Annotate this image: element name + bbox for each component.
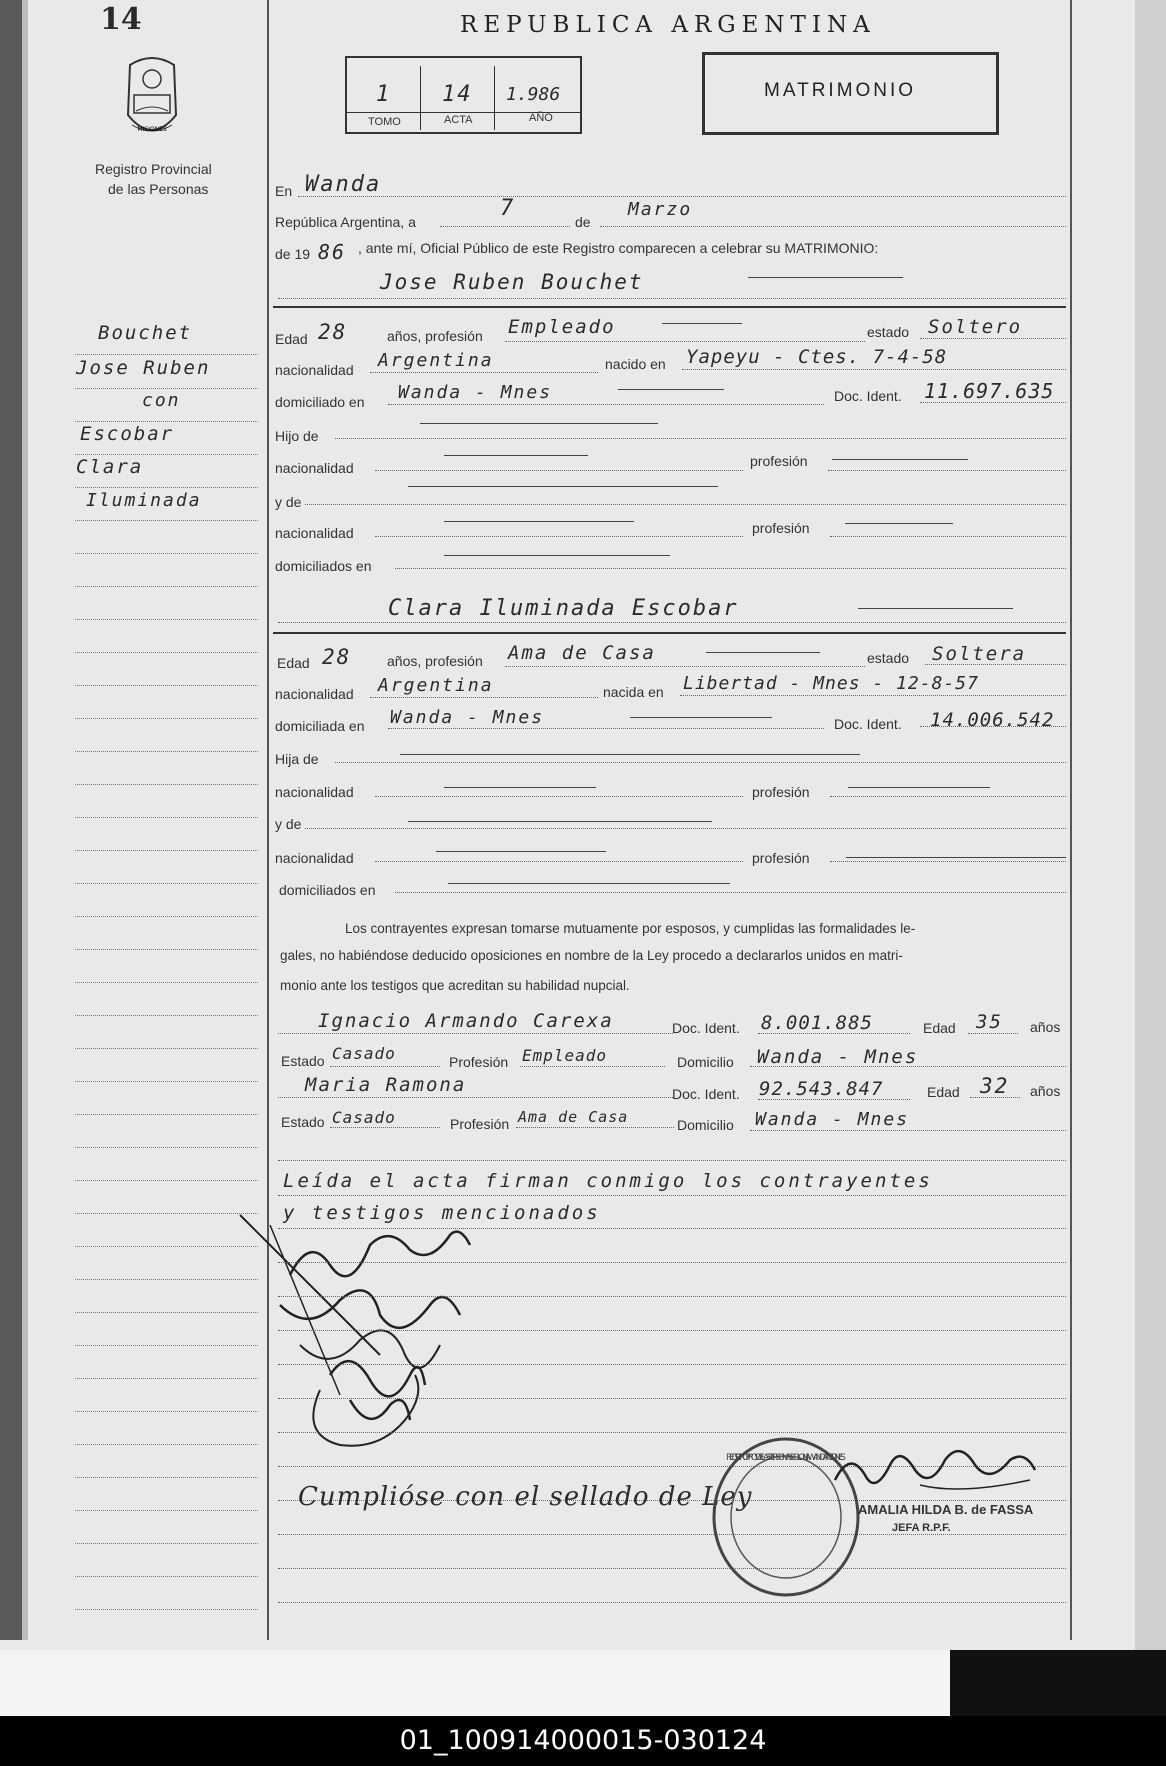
bride-edad-label: Edad [277, 655, 310, 671]
groom-mother-nac-label: nacionalidad [275, 525, 354, 541]
bride-mother-nac-label: nacionalidad [275, 850, 354, 866]
witness2-estado: Casado [332, 1108, 396, 1127]
margin-note-1: Bouchet [98, 322, 193, 344]
country-title: REPUBLICA ARGENTINA [460, 12, 876, 38]
closing-line2: y testigos mencionados [283, 1202, 601, 1224]
declaration-line3: monio ante los testigos que acreditan su habilidad nupcial. [280, 978, 630, 993]
witness1-dom-label: Domicilio [677, 1054, 734, 1070]
groom-birth: Yapeyu - Ctes. 7-4-58 [686, 346, 948, 368]
groom-age: 28 [318, 320, 348, 344]
bride-profession: Ama de Casa [508, 642, 656, 664]
groom-father-nac-label: nacionalidad [275, 460, 354, 476]
groom-name: Jose Ruben Bouchet [380, 270, 644, 294]
groom-nationality: Argentina [378, 350, 494, 371]
witness2-doc-label: Doc. Ident. [672, 1086, 740, 1102]
groom-hijo-label: Hijo de [275, 428, 319, 444]
witness2-prof-label: Profesión [450, 1116, 510, 1132]
groom-anos-label: años, profesión [387, 328, 483, 344]
bride-mother-prof-label: profesión [752, 850, 810, 866]
groom-yde-label: y de [275, 494, 302, 510]
registry-line1: Registro Provincial [95, 161, 212, 177]
witness1-name: Ignacio Armando Carexa [318, 1010, 614, 1032]
year-prefix: de 19 [275, 246, 311, 262]
intro-place: Wanda [305, 172, 382, 197]
margin-note-3: con [142, 390, 181, 411]
witness1-estado: Casado [332, 1044, 396, 1063]
bride-estado: Soltera [932, 643, 1027, 665]
intro-day: 7 [500, 196, 516, 221]
bride-doc: 14.006.542 [930, 709, 1055, 731]
acta-label: ACTA [444, 114, 473, 126]
page-right-edge [1135, 0, 1166, 1650]
groom-edad-label: Edad [275, 331, 308, 347]
groom-nac-label: nacionalidad [275, 362, 354, 378]
section-rule-1 [273, 306, 1066, 308]
bride-father-nac-label: nacionalidad [275, 784, 354, 800]
official-title: JEFA R.P.F. [892, 1522, 951, 1534]
province-seal-icon [122, 55, 182, 147]
groom-estado: Soltero [928, 316, 1023, 338]
ano-label: AÑO [529, 112, 553, 124]
book-spine [0, 0, 22, 1640]
seal-label: MISIONES [137, 126, 167, 133]
bride-nationality: Argentina [378, 675, 494, 696]
margin-note-6: Iluminada [86, 490, 202, 511]
official-name: AMALIA HILDA B. de FASSA [858, 1502, 1034, 1517]
witness1-anos-label: años [1030, 1019, 1061, 1035]
witness2-name: Maria Ramona [305, 1074, 467, 1096]
bride-estado-label: estado [867, 650, 910, 666]
bride-age: 28 [322, 645, 352, 669]
margin-note-2: Jose Ruben [76, 357, 211, 379]
page-number: 14 [100, 2, 142, 37]
witness1-estado-label: Estado [281, 1053, 325, 1069]
bride-yde-label: y de [275, 816, 302, 832]
section-rule-2 [273, 632, 1066, 634]
witness2-age: 32 [980, 1074, 1010, 1098]
tomo-value: 1 [376, 82, 392, 107]
bride-birth: Libertad - Mnes - 12-8-57 [683, 673, 979, 694]
bride-domiciliados-label: domiciliados en [279, 882, 376, 898]
bride-father-prof-label: profesión [752, 784, 810, 800]
round-stamp-text: REGISTRO PROV. DE LAS PERSONAS COLONIA WANDA MISIONES [726, 1453, 846, 1463]
year-suffix: 86 [318, 240, 347, 264]
bride-hija-label: Hija de [275, 751, 319, 767]
witness1-edad-label: Edad [923, 1020, 956, 1036]
groom-mother-prof-label: profesión [752, 520, 810, 536]
closing-line1: Leída el acta firman conmigo los contrayentes [283, 1170, 933, 1192]
margin-note-5: Clara [76, 456, 144, 478]
declaration-line1: Los contrayentes expresan tomarse mutuamente por esposos, y cumplidas las formalidades le- [345, 921, 916, 936]
bride-name: Clara Iluminada Escobar [388, 596, 739, 621]
witness2-profession: Ama de Casa [518, 1108, 629, 1126]
bride-nacida-label: nacida en [603, 684, 664, 700]
bride-dom-label: domiciliada en [275, 718, 365, 734]
witness2-dom-label: Domicilio [677, 1117, 734, 1133]
witness1-doc: 8.001.885 [761, 1012, 873, 1034]
official-signature [830, 1440, 1040, 1510]
republica-label: República Argentina, a [275, 214, 416, 230]
stamp-note: Cumplióse con el sellado de Ley [298, 1482, 753, 1512]
margin-note-4: Escobar [80, 423, 175, 445]
book-spine-edge [22, 0, 28, 1640]
witness2-doc: 92.543.847 [759, 1078, 884, 1100]
tomo-label: TOMO [368, 116, 401, 128]
bride-doc-label: Doc. Ident. [834, 716, 902, 732]
witness1-profession: Empleado [522, 1046, 608, 1065]
groom-dom-label: domiciliado en [275, 394, 365, 410]
witness1-age: 35 [976, 1011, 1003, 1033]
bottom-dark-corner [950, 1650, 1166, 1716]
groom-father-prof-label: profesión [750, 453, 808, 469]
groom-nacido-label: nacido en [605, 356, 666, 372]
intro-month: Marzo [628, 199, 693, 220]
right-border [1070, 0, 1072, 1640]
groom-estado-label: estado [867, 324, 910, 340]
en-label: En [275, 183, 293, 199]
footer-id: 01_100914000015-030124 [0, 1716, 1166, 1766]
groom-doc: 11.697.635 [924, 379, 1055, 403]
bride-domicile: Wanda - Mnes [390, 707, 545, 728]
witness2-estado-label: Estado [281, 1114, 325, 1130]
bride-anos-label: años, profesión [387, 653, 483, 669]
witness1-prof-label: Profesión [449, 1054, 509, 1070]
witness2-anos-label: años [1030, 1083, 1061, 1099]
groom-profession: Empleado [508, 316, 616, 338]
registry-line2: de las Personas [108, 181, 209, 197]
intro-text: , ante mí, Oficial Público de este Registro comparecen a celebrar su MATRIMONIO: [358, 240, 879, 256]
witness2-domicile: Wanda - Mnes [755, 1109, 910, 1130]
record-type: MATRIMONIO [764, 80, 917, 101]
declaration-line2: gales, no habiéndose deducido oposiciones en nombre de la Ley procedo a declararlos unidos en matri- [280, 948, 903, 963]
witness1-domicile: Wanda - Mnes [757, 1046, 919, 1068]
de-label: de [575, 214, 591, 230]
groom-domicile: Wanda - Mnes [398, 382, 553, 403]
acta-value: 14 [442, 82, 473, 107]
witness2-edad-label: Edad [927, 1084, 960, 1100]
bride-nac-label: nacionalidad [275, 686, 354, 702]
groom-domiciliados-label: domiciliados en [275, 558, 372, 574]
ano-value: 1.986 [506, 84, 561, 105]
groom-doc-label: Doc. Ident. [834, 388, 902, 404]
witness1-doc-label: Doc. Ident. [672, 1020, 740, 1036]
